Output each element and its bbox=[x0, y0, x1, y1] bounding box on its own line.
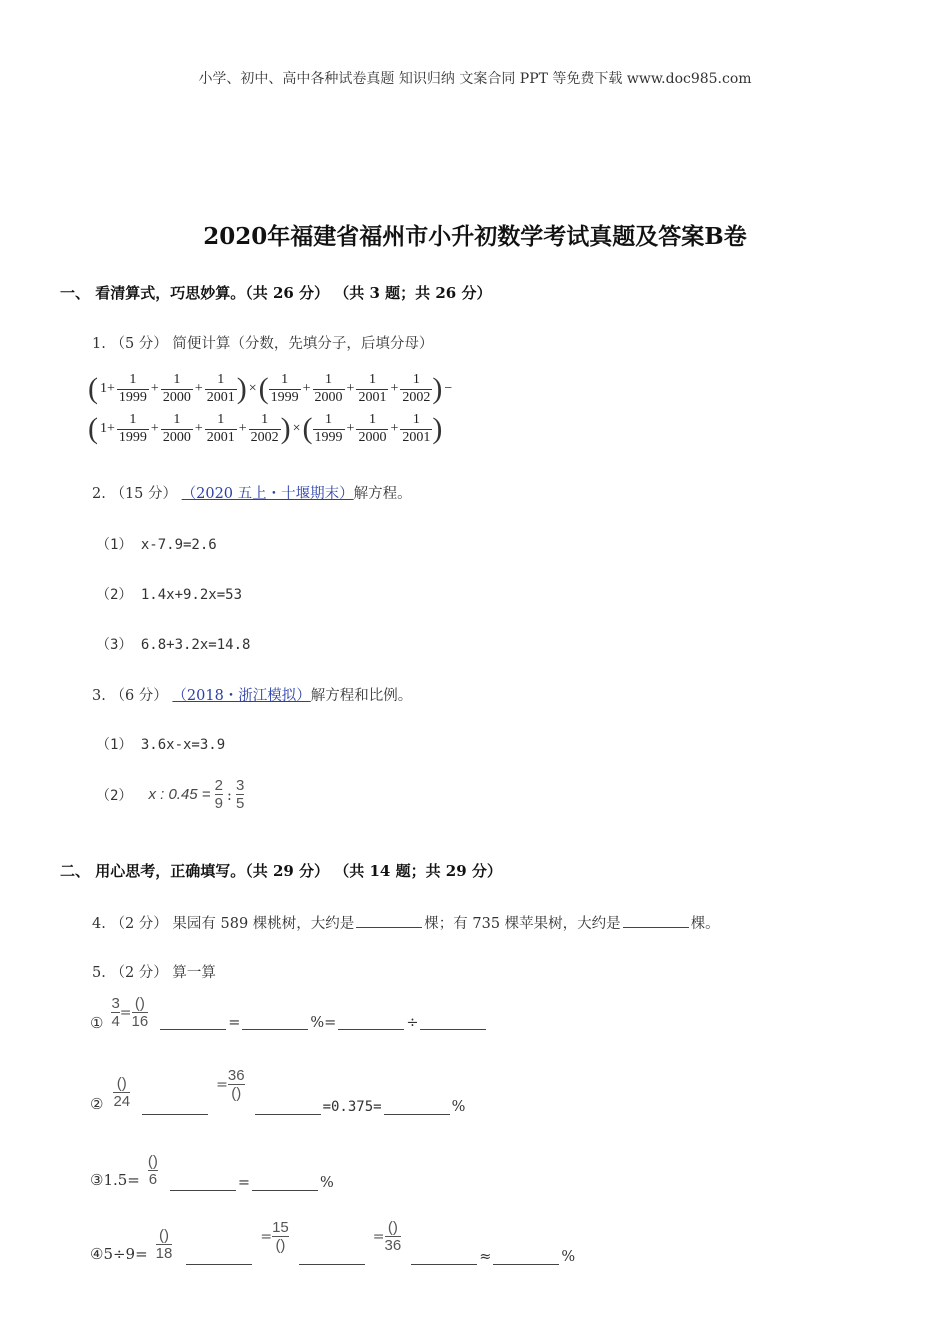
fraction: $\frac{1}{1999}$ bbox=[270, 371, 299, 405]
open-paren: ( bbox=[258, 372, 269, 405]
expression-line-1: ( 1+ $\frac{1}{1999}$ + $\frac{1}{2000}$ + $\frac{1}{2001}$ ) × ( $\frac{1}{1999}$ + $\frac{1}{2000}$ + $\frac{1}{2001}$ + $\frac{1}{2002}$ ) − bbox=[88, 371, 453, 405]
question-3: 3. （6 分） （2018・浙江模拟）解方程和比例。 bbox=[92, 688, 413, 704]
fraction: $\frac{36}{()}$ bbox=[227, 1067, 245, 1102]
answer-blank[interactable] bbox=[186, 1250, 252, 1265]
section-2-heading: 二、 用心思考，正确填写。（共 29 分） （共 14 题；共 29 分） bbox=[60, 862, 502, 880]
question-3-part-2: （2） x : 0.45 = $\frac{2}{9}$ : $\frac{3}{5}$ bbox=[96, 777, 245, 812]
answer-blank[interactable] bbox=[420, 1015, 486, 1030]
answer-blank[interactable] bbox=[252, 1176, 318, 1191]
question-2-part-2: （2） 1.4x+9.2x=53 bbox=[96, 587, 243, 603]
answer-blank[interactable] bbox=[170, 1176, 236, 1191]
question-3-part-1: （1） 3.6x-x=3.9 bbox=[96, 737, 226, 753]
answer-blank[interactable] bbox=[142, 1100, 208, 1115]
q5-row-1: ① $\frac{3}{4}$ = $\frac{()}{16}$ = %= ÷ bbox=[90, 1006, 488, 1039]
fraction: $\frac{15}{()}$ bbox=[272, 1219, 289, 1254]
fraction: $\frac{1}{2000}$ bbox=[314, 371, 343, 405]
fraction: $\frac{()}{6}$ bbox=[147, 1153, 158, 1188]
expression-line-2: ( 1+ $\frac{1}{1999}$ + $\frac{1}{2000}$ + $\frac{1}{2001}$ + $\frac{1}{2002}$ ) × ( $\frac{1}{1999}$ + $\frac{1}{2000}$ + $\frac{1}{2001}$ ) bbox=[88, 411, 443, 445]
answer-blank[interactable] bbox=[242, 1015, 308, 1030]
fraction: $\frac{()}{24}$ bbox=[113, 1075, 131, 1110]
q5-row-2: ② $\frac{()}{24}$ = $\frac{36}{()}$ =0.375= % bbox=[90, 1067, 466, 1115]
open-paren: ( bbox=[88, 372, 98, 405]
question-2: 2. （15 分） （2020 五上・十堰期末）解方程。 bbox=[92, 486, 412, 502]
page-title: 2020年福建省福州市小升初数学考试真题及答案B卷 bbox=[203, 223, 747, 250]
answer-blank[interactable] bbox=[623, 913, 689, 928]
fraction: $\frac{1}{2001}$ bbox=[206, 411, 235, 445]
fraction: $\frac{()}{18}$ bbox=[155, 1227, 173, 1262]
open-paren: ( bbox=[88, 412, 98, 445]
close-paren: ) bbox=[280, 412, 291, 445]
answer-blank[interactable] bbox=[160, 1015, 226, 1030]
fraction: $\frac{1}{2000}$ bbox=[162, 371, 191, 405]
page-header: 小学、初中、高中各种试卷真题 知识归纳 文案合同 PPT 等免费下载 www.doc985.com bbox=[198, 71, 752, 87]
fraction: $\frac{1}{1999}$ bbox=[118, 411, 147, 445]
question-3-source-link[interactable]: （2018・浙江模拟） bbox=[172, 688, 311, 704]
answer-blank[interactable] bbox=[338, 1015, 404, 1030]
ratio-lhs: x : 0.45 = bbox=[148, 786, 211, 803]
fraction: $\frac{1}{2001}$ bbox=[402, 411, 431, 445]
fraction: $\frac{1}{2002}$ bbox=[250, 411, 279, 445]
question-1-label: 1. （5 分） 简便计算（分数，先填分子，后填分母） bbox=[92, 336, 434, 352]
answer-blank[interactable] bbox=[411, 1250, 477, 1265]
answer-blank[interactable] bbox=[255, 1100, 321, 1115]
fraction: $\frac{()}{16}$ bbox=[131, 995, 149, 1030]
fraction: $\frac{()}{36}$ bbox=[384, 1219, 402, 1254]
fraction: $\frac{3}{5}$ bbox=[235, 777, 245, 812]
answer-blank[interactable] bbox=[384, 1100, 450, 1115]
section-1-heading: 一、 看清算式，巧思妙算。（共 26 分） （共 3 题；共 26 分） bbox=[60, 284, 492, 302]
fraction: $\frac{1}{1999}$ bbox=[314, 411, 343, 445]
answer-blank[interactable] bbox=[493, 1250, 559, 1265]
open-paren: ( bbox=[302, 412, 313, 445]
question-2-source-link[interactable]: （2020 五上・十堰期末） bbox=[181, 486, 354, 502]
fraction: $\frac{1}{2002}$ bbox=[402, 371, 431, 405]
question-4: 4. （2 分） 果园有 589 棵桃树，大约是 棵；有 735 棵苹果树，大约是 棵。 bbox=[92, 912, 720, 933]
question-5-label: 5. （2 分） 算一算 bbox=[92, 965, 216, 981]
fraction: $\frac{3}{4}$ bbox=[111, 995, 120, 1030]
fraction: $\frac{1}{2000}$ bbox=[358, 411, 387, 445]
fraction: $\frac{1}{2000}$ bbox=[162, 411, 191, 445]
question-2-part-3: （3） 6.8+3.2x=14.8 bbox=[96, 637, 251, 653]
close-paren: ) bbox=[236, 372, 247, 405]
fraction: $\frac{1}{1999}$ bbox=[118, 371, 147, 405]
fraction: $\frac{2}{9}$ bbox=[214, 777, 223, 812]
close-paren: ) bbox=[432, 372, 443, 405]
answer-blank[interactable] bbox=[299, 1250, 365, 1265]
fraction: $\frac{1}{2001}$ bbox=[358, 371, 387, 405]
q5-row-4: ④5÷9= $\frac{()}{18}$ = $\frac{15}{()}$ = $\frac{()}{36}$ ≈ % bbox=[90, 1219, 576, 1265]
answer-blank[interactable] bbox=[356, 913, 422, 928]
fraction: $\frac{1}{2001}$ bbox=[206, 371, 235, 405]
question-2-part-1: （1） x-7.9=2.6 bbox=[96, 537, 217, 553]
q5-row-3: ③1.5= $\frac{()}{6}$ = % bbox=[90, 1153, 334, 1191]
close-paren: ) bbox=[432, 412, 443, 445]
